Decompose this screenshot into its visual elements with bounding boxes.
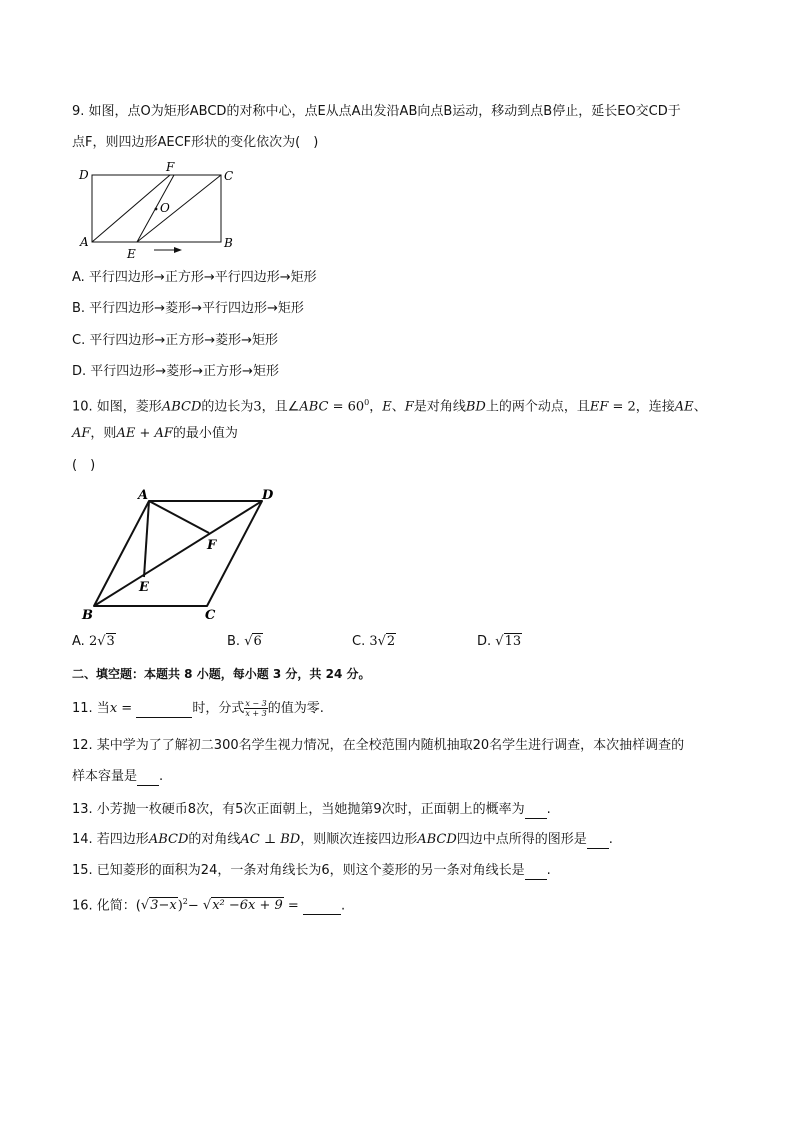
q10-text-5: ， <box>369 399 383 415</box>
q10-text-3: ，且∠ <box>261 399 300 415</box>
q10-plus: + <box>135 426 155 441</box>
q10-text-10: 、 <box>693 399 707 415</box>
q14-answer-blank[interactable] <box>587 834 609 849</box>
q10-option-c: C. 3√2 <box>352 634 396 649</box>
q10-math-abc: ABC <box>299 399 329 415</box>
q10-label-c: C <box>205 608 216 623</box>
q9-stem-line1: 9. 如图，点O为矩形ABCD的对称中心，点E从点A出发沿AB向点B运动，移动到点B停止，延长EO交CD于 <box>72 104 681 119</box>
q9-label-o: O <box>160 201 170 215</box>
q10-text-11: ，则 <box>90 426 117 441</box>
q10-answer-bracket: ( ) <box>72 458 96 473</box>
q10-label-e: E <box>139 580 149 595</box>
q10-option-b: B. √6 <box>227 634 262 649</box>
q10-option-b-sqrt: √6 <box>244 634 262 649</box>
q10-math-3: 3 <box>253 399 262 415</box>
q9-option-b: B. 平行四边形→菱形→平行四边形→矩形 <box>72 301 304 316</box>
q12-line2: 样本容量是 . <box>72 769 164 784</box>
q9-label-e: E <box>127 247 136 261</box>
q10-stem-line1 <box>72 394 707 416</box>
q10-degree-sup: 0 <box>364 398 370 407</box>
q10-text-6: 、 <box>391 399 405 415</box>
q9-label-d: D <box>79 168 89 182</box>
q9-segment-ec <box>137 175 221 242</box>
q10-text-7: 是对角线 <box>413 399 466 415</box>
q10-text-8: 上的两个动点，且 <box>485 399 590 415</box>
q9-point-o <box>155 208 158 211</box>
q9-option-a: A. 平行四边形→正方形→平行四边形→矩形 <box>72 270 317 285</box>
q9-label-a: A <box>80 235 89 249</box>
q13-answer-blank[interactable] <box>525 804 547 819</box>
q10-math-e: E <box>382 399 392 415</box>
q10-math-abcd: ABCD <box>161 399 202 415</box>
q15-answer-blank[interactable] <box>525 865 547 880</box>
q16-sqrt-1: √3−x <box>140 898 177 914</box>
section-heading: 二、填空题：本题共 8 小题，每小题 3 分，共 24 分。 <box>72 667 371 681</box>
q12-answer-blank[interactable] <box>137 771 159 786</box>
q11-fraction: $\frac{x - 3}{x + 3}$ <box>245 699 267 718</box>
q10-text-9: = 2，连接 <box>608 399 675 415</box>
q9-label-b: B <box>224 236 233 250</box>
q11-answer-blank[interactable] <box>136 703 192 718</box>
q11: 11. 当x = 时，分式 $\frac{x - 3}{x + 3}$ 的值为零. <box>72 699 324 718</box>
q10-math-ae: AE <box>674 399 694 415</box>
q16-sqrt-2: √x² −6x + 9 <box>202 898 283 914</box>
q10-math-ae-2: AE <box>116 426 136 441</box>
q16: 16. 化简：$(√3-x)^2- √x^2 -6x + 9$ = . <box>72 897 346 914</box>
q10-text-2: 的边长为 <box>201 399 254 415</box>
q10-stem-line2 <box>72 425 238 443</box>
q10-math-ef: EF <box>589 399 609 415</box>
q16-answer-blank[interactable] <box>303 900 341 915</box>
q10-option-a: A. 2√3 <box>72 634 115 649</box>
q10-math-af-2: AF <box>154 426 173 441</box>
q9-segment-af <box>92 175 170 242</box>
q10-math-af: AF <box>72 426 91 441</box>
q9-label-f: F <box>166 160 175 174</box>
q9-label-c: C <box>224 169 234 183</box>
q14: 14. 若四边形ABCD的对角线AC ⊥ BD，则顺次连接四边形ABCD四边中点所得的图形是 . <box>72 832 613 847</box>
q10-math-bd: BD <box>465 399 486 415</box>
q9-option-d: D. 平行四边形→菱形→正方形→矩形 <box>72 364 279 379</box>
q10-segment-ae <box>144 501 149 577</box>
q9-rectangle-figure <box>72 160 252 264</box>
q10-option-d: D. √13 <box>477 634 522 649</box>
q13: 13. 小芳抛一枚硬币8次，有5次正面朝上，当她抛第9次时，正面朝上的概率为 . <box>72 802 551 817</box>
q10-label-a: A <box>138 488 149 503</box>
q15: 15. 已知菱形的面积为24，一条对角线长为6，则这个菱形的另一条对角线长是 . <box>72 863 551 878</box>
q10-math-f: F <box>404 399 414 415</box>
q9-arrow-head <box>174 247 182 253</box>
q9-stem-line2: 点F，则四边形AECF形状的变化依次为( ) <box>72 135 319 150</box>
q10-label-d: D <box>262 488 274 503</box>
q10-option-a-sqrt: √3 <box>97 634 115 649</box>
q10-text-1: 10. 如图，菱形 <box>72 399 162 415</box>
q9-option-c: C. 平行四边形→正方形→菱形→矩形 <box>72 333 279 348</box>
q10-text-12: 的最小值为 <box>172 426 238 441</box>
q10-option-c-sqrt: √2 <box>377 634 396 649</box>
q10-segment-af <box>149 501 209 533</box>
q10-label-b: B <box>82 608 93 623</box>
q10-rhombus-figure <box>72 482 282 624</box>
q10-label-f: F <box>207 538 217 553</box>
q10-option-d-sqrt: √13 <box>495 634 522 649</box>
q10-math-60: = 60 <box>328 399 365 415</box>
q12-line1: 12. 某中学为了了解初二300名学生视力情况，在全校范围内随机抽取20名学生进行调查，本次抽样调查的 <box>72 738 685 753</box>
